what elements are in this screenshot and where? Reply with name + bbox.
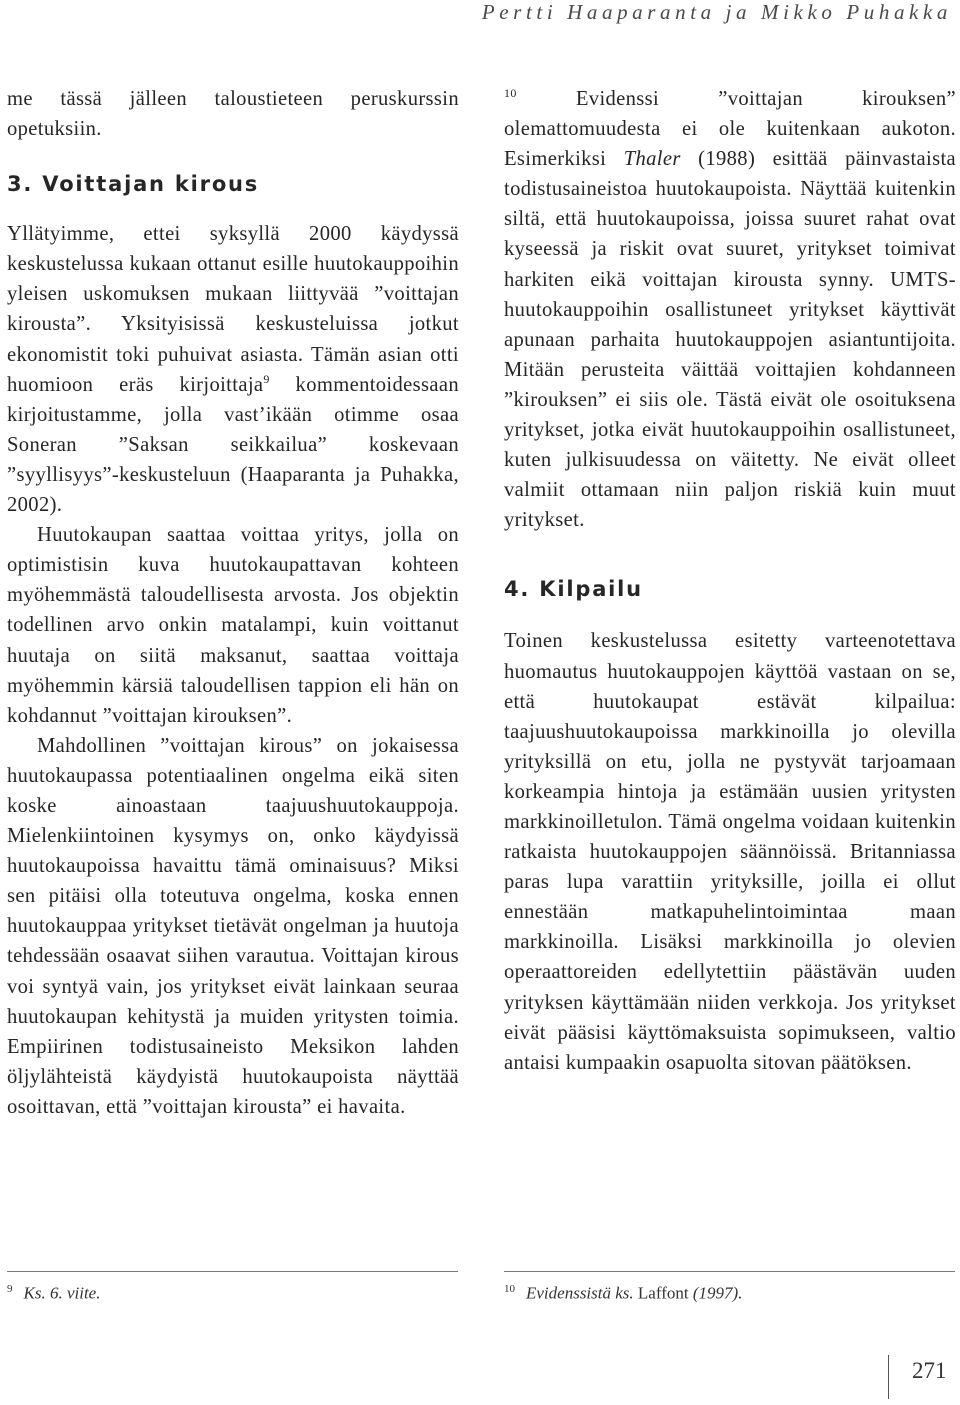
paragraph-text-tail: (1988) esittää päinvastaista todistusaineistoa huutokaupoista. Näyttää kuitenkin siltä, että huutokaupoissa, joissa suuret rahat ovat kyseessä ja riskit ovat suuret, yritykset toimivat harkiten eikä voittajan kirousta synny. UMTS-huutokauppoihin osallistuneet yritykset käyttivät apunaan parhaita huutokauppojen asiantuntijoita. Mitään perusteita väittää voittajien kohdanneen ”kirouksen” ei siis ole. Tästä eivät ole osoituksena yritykset, jotka eivät huutokauppoihin osallistuneet, kuten julkisuudessa on väitetty. Ne eivät olleet valmiit ottamaan niin paljon riskiä kuin muut yritykset. — [504, 148, 957, 532]
footnote-text: Evidenssistä ks. — [526, 1283, 634, 1303]
paragraph-text: Evidenssi ”voittajan kirouksen” olemattomuudesta ei ole kuitenkaan aukoton. Esimerkiksi — [504, 88, 956, 171]
footnote-number: 9 — [7, 1283, 13, 1295]
footnote-9 — [7, 1283, 100, 1304]
paragraph-intro — [7, 219, 459, 520]
paragraph-text-tail: kommentoidessaan kirjoitustamme, jolla vast’ikään otimme osaa Soneran ”Saksan seikkailua” koskevaan ”syyllisyys”-keskusteluun (Haaparanta ja Puhakka, 2002). — [7, 373, 459, 517]
footnote-number: 10 — [504, 1283, 515, 1295]
paragraph-text: Yllätyimme, ettei syksyllä 2000 käydyssä keskustelussa kukaan ottanut esille huutokauppoihin yleisen uskomuksen mukaan liittyvää ”voittajan kirousta”. Yksityisissä keskusteluissa jotkut ekonomistit toki puhuivat asiasta. Tämän asian otti huomioon eräs kirjoittaja — [7, 223, 459, 396]
right-column — [504, 84, 956, 1078]
footnote-year: (1997). — [688, 1283, 743, 1303]
page-number: 271 — [912, 1358, 947, 1383]
paragraph: Huutokaupan saattaa voittaa yritys, jolla on optimistisin kuva huutokaupattavan kohteen myöhemmästä taloudellisesta arvosta. Jos objektin todellinen arvo onkin matalampi, kuin voittanut huutaja on siitä maksanut, saattaa voittaja myöhemmin kärsiä taloudellisen tappion eli hän on kohdannut ”voittajan kirouksen”. — [7, 524, 459, 727]
paragraph-continued: me tässä jälleen taloustieteen peruskurssin opetuksiin. — [7, 88, 459, 141]
left-column — [7, 84, 459, 1122]
author-name: Thaler — [623, 148, 681, 171]
running-head: Pertti Haaparanta ja Mikko Puhakka — [481, 0, 952, 24]
section-heading-voittajan-kirous: 3. Voittajan kirous — [7, 172, 260, 197]
footnote-divider-left — [7, 1271, 458, 1272]
page-number-rule — [888, 1355, 889, 1399]
paragraph-continued — [504, 84, 956, 535]
section-heading-kilpailu: 4. Kilpailu — [504, 577, 643, 602]
footnote-ref-9[interactable]: 9 — [263, 371, 270, 386]
footnote-divider-right — [504, 1271, 955, 1272]
footnote-ref-10[interactable]: 10 — [504, 86, 517, 101]
footnote-text: Ks. 6. viite. — [23, 1283, 101, 1303]
paragraph: Toinen keskustelussa esitetty varteenotettava huomautus huutokauppojen käyttöä vastaan on se, että huutokaupat estävät kilpailua: taajuushuutokaupoissa markkinoilla jo olevilla yrityksillä on etu, jolla ne pystyvät tarjoamaan korkeampia hintoja ja estämään uusien yritysten markkinoilletulon. Tämä ongelma voidaan kuitenkin ratkaista huutokauppojen säännöissä. Britanniassa paras lupa varattiin yrityksille, joilla ei ollut ennestään matkapuhelintoimintaa maan markkinoilla. Lisäksi markkinoilla jo olevien operaattoreiden edellytettiin päästävän uuden yrityksen käyttämään niiden verkkoja. Jos yritykset eivät pääsisi käyttömaksuista sopimukseen, valtio antaisi kumpaakin osapuolta sitovan päätöksen. — [504, 630, 956, 1074]
footnote-10 — [504, 1283, 742, 1304]
paragraph: Mahdollinen ”voittajan kirous” on jokaisessa huutokaupassa potentiaalinen ongelma eikä siten koske ainoastaan taajuushuutokauppoja. Mielenkiintoinen kysymys on, onko käydyissä huutokaupoissa havaittu tämä ominaisuus? Miksi sen pitäisi olla toteutuva ongelma, koska ennen huutokauppaa yritykset tietävät ongelman ja huutoja tehdessään osaavat siihen varautua. Voittajan kirous voi syntyä vain, jos yritykset eivät lainkaan seuraa huutokaupan kehitystä ja muiden yritysten toimia. Empiirinen todistusaineisto Meksikon lahden öljylähteistä käydyistä huutokaupoista näyttää osoittavan, että ”voittajan kirousta” ei havaita. — [7, 734, 459, 1118]
footnote-author: Laffont — [633, 1283, 689, 1303]
